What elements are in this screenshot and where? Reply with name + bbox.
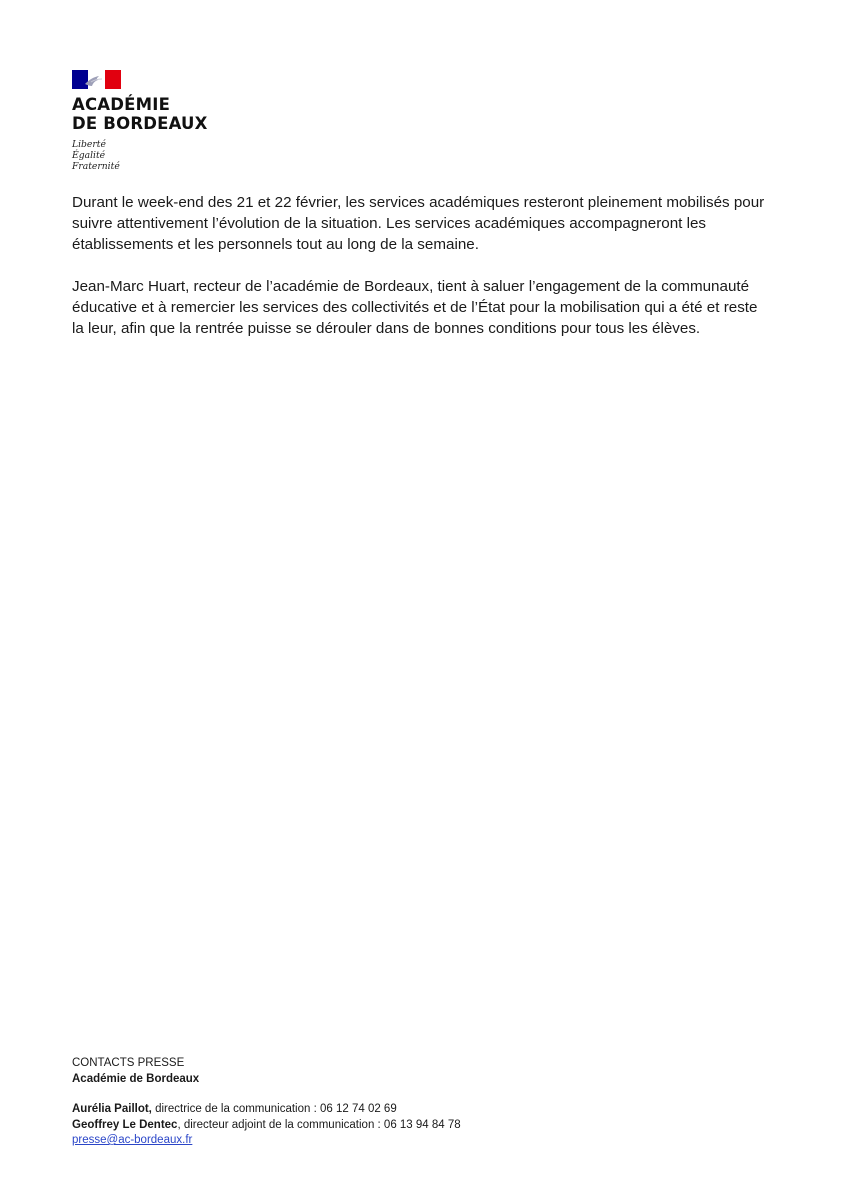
paragraph-recteur: Jean-Marc Huart, recteur de l’académie de Bordeaux, tient à saluer l’engagement de la communauté éducative et à remercier les services des collectivités et de l’État pour la mobilisation qui a été et reste la leur, afin que la rentrée puisse se dérouler dans de bonnes conditions pour tous les élèves. — [72, 278, 758, 337]
contact-name: Aurélia Paillot, — [72, 1103, 152, 1115]
marianne-flag-icon — [72, 70, 121, 89]
press-release-body — [72, 192, 772, 339]
contact-role: , directeur adjoint de la communication : 06 13 94 84 78 — [177, 1118, 461, 1131]
organisation-name: Académie de Bordeaux — [72, 1072, 200, 1085]
republic-motto — [72, 139, 208, 172]
press-contacts — [72, 1056, 461, 1149]
contact-name: Geoffrey Le Dentec — [72, 1118, 178, 1131]
motto-egalite: Égalité — [72, 150, 106, 161]
contact-email-line — [72, 1133, 461, 1149]
motto-fraternite: Fraternité — [72, 161, 120, 172]
press-email-link[interactable]: presse@ac-bordeaux.fr — [72, 1134, 193, 1146]
academy-logo — [72, 70, 208, 172]
contact-person — [72, 1102, 461, 1118]
paragraph-mobilisation: Durant le week-end des 21 et 22 février, les services académiques resteront pleinement mobilisés pour suivre attentivement l’évolution de la situation. Les services académiques accompagneront les établissements et les personnels tout au long de la semaine. — [72, 194, 765, 253]
motto-liberte: Liberté — [72, 139, 106, 150]
academy-name — [72, 95, 208, 133]
contact-role: directrice de la communication : 06 12 74 02 69 — [151, 1103, 397, 1115]
contact-person — [72, 1118, 461, 1134]
academy-name-line1: ACADÉMIE — [72, 95, 171, 114]
contacts-organisation — [72, 1072, 461, 1088]
contacts-spacer — [72, 1087, 461, 1102]
contacts-heading: CONTACTS PRESSE — [72, 1057, 185, 1069]
academy-name-line2: DE BORDEAUX — [72, 114, 208, 133]
